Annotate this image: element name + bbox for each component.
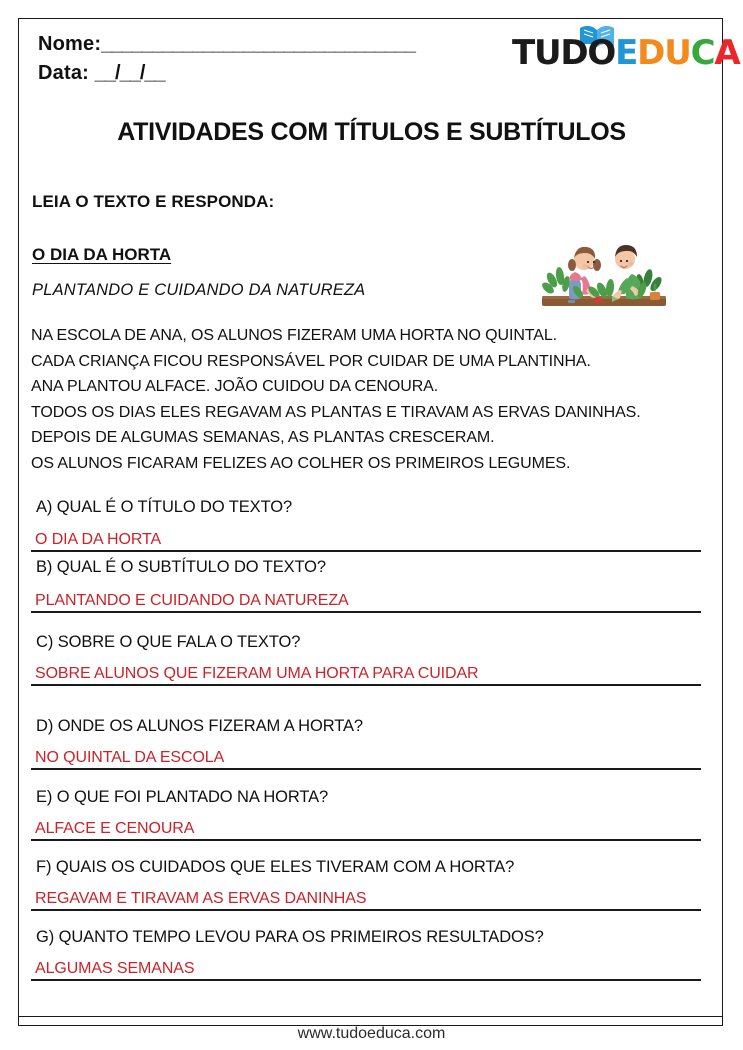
passage-body bbox=[31, 323, 721, 476]
passage-line: CADA CRIANÇA FICOU RESPONSÁVEL POR CUIDAR DE UMA PLANTINHA. bbox=[31, 352, 591, 370]
passage-line: NA ESCOLA DE ANA, OS ALUNOS FIZERAM UMA HORTA NO QUINTAL. bbox=[31, 327, 557, 344]
answer-rule-f bbox=[31, 909, 701, 911]
student-info-fields bbox=[38, 30, 498, 88]
answer-text-b: PLANTANDO E CUIDANDO DA NATUREZA bbox=[35, 592, 349, 609]
answer-rule-e bbox=[31, 839, 701, 841]
passage-subtitle: PLANTANDO E CUIDANDO DA NATUREZA bbox=[32, 281, 366, 299]
name-field-row[interactable] bbox=[38, 30, 498, 59]
instruction-text: LEIA O TEXTO E RESPONDA: bbox=[32, 192, 275, 211]
boy-figure bbox=[612, 245, 641, 300]
answer-line-c[interactable] bbox=[31, 658, 701, 686]
answer-text-g: ALGUMAS SEMANAS bbox=[35, 960, 195, 977]
answer-line-b[interactable] bbox=[31, 585, 701, 613]
date-field-row[interactable] bbox=[38, 59, 498, 88]
question-f: F) QUAIS OS CUIDADOS QUE ELES TIVERAM COM A HORTA? bbox=[36, 858, 515, 876]
footer-divider bbox=[19, 1016, 722, 1017]
answer-text-a: O DIA DA HORTA bbox=[35, 531, 162, 548]
answer-rule-a bbox=[31, 550, 701, 552]
question-a: A) QUAL É O TÍTULO DO TEXTO? bbox=[36, 498, 293, 516]
question-e: E) O QUE FOI PLANTADO NA HORTA? bbox=[36, 788, 329, 806]
date-label: Data: bbox=[38, 62, 90, 84]
question-c: C) SOBRE O QUE FALA O TEXTO? bbox=[36, 633, 301, 651]
answer-text-e: ALFACE E CENOURA bbox=[35, 820, 195, 837]
passage-line: TODOS OS DIAS ELES REGAVAM AS PLANTAS E TIRAVAM AS ERVAS DANINHAS. bbox=[31, 403, 641, 421]
tudoeduca-logo bbox=[512, 28, 740, 78]
question-d: D) ONDE OS ALUNOS FIZERAM A HORTA? bbox=[36, 717, 363, 735]
logo-letter-c: C bbox=[690, 33, 715, 73]
logo-wordmark bbox=[512, 34, 740, 72]
answer-rule-g bbox=[31, 979, 701, 981]
answer-line-d[interactable] bbox=[31, 742, 701, 770]
answer-line-f[interactable] bbox=[31, 883, 701, 911]
logo-letter-d: D bbox=[637, 33, 665, 73]
logo-text-tudo: TUDO bbox=[512, 33, 616, 73]
answer-line-a[interactable] bbox=[31, 524, 701, 552]
logo-letter-a: A bbox=[714, 33, 740, 73]
footer-website: www.tudoeduca.com bbox=[297, 1025, 446, 1042]
answer-line-g[interactable] bbox=[31, 953, 701, 981]
name-label: Nome: bbox=[38, 33, 102, 55]
answer-rule-c bbox=[31, 684, 701, 686]
answer-text-c: SOBRE ALUNOS QUE FIZERAM UMA HORTA PARA CUIDAR bbox=[35, 665, 479, 682]
passage-line: DEPOIS DE ALGUMAS SEMANAS, AS PLANTAS CRESCERAM. bbox=[31, 429, 495, 446]
date-input-rule[interactable]: __/__/__ bbox=[94, 62, 165, 84]
passage-line: OS ALUNOS FICARAM FELIZES AO COLHER OS PRIMEIROS LEGUMES. bbox=[31, 454, 571, 472]
name-input-rule[interactable]: _______________________________ bbox=[101, 33, 416, 55]
answer-rule-d bbox=[31, 768, 701, 770]
answer-rule-b bbox=[31, 611, 701, 613]
answer-text-d: NO QUINTAL DA ESCOLA bbox=[35, 749, 225, 766]
passage-title: O DIA DA HORTA bbox=[32, 245, 172, 264]
question-b: B) QUAL É O SUBTÍTULO DO TEXTO? bbox=[36, 558, 326, 576]
page-title: ATIVIDADES COM TÍTULOS E SUBTÍTULOS bbox=[117, 118, 626, 146]
logo-letter-u: U bbox=[664, 33, 691, 73]
passage-line: ANA PLANTOU ALFACE. JOÃO CUIDOU DA CENOURA. bbox=[31, 378, 439, 395]
logo-letter-e: E bbox=[615, 33, 638, 73]
answer-text-f: REGAVAM E TIRAVAM AS ERVAS DANINHAS bbox=[35, 890, 367, 907]
answer-line-e[interactable] bbox=[31, 813, 701, 841]
children-gardening-illustration bbox=[528, 232, 680, 314]
question-g: G) QUANTO TEMPO LEVOU PARA OS PRIMEIROS RESULTADOS? bbox=[36, 928, 544, 946]
